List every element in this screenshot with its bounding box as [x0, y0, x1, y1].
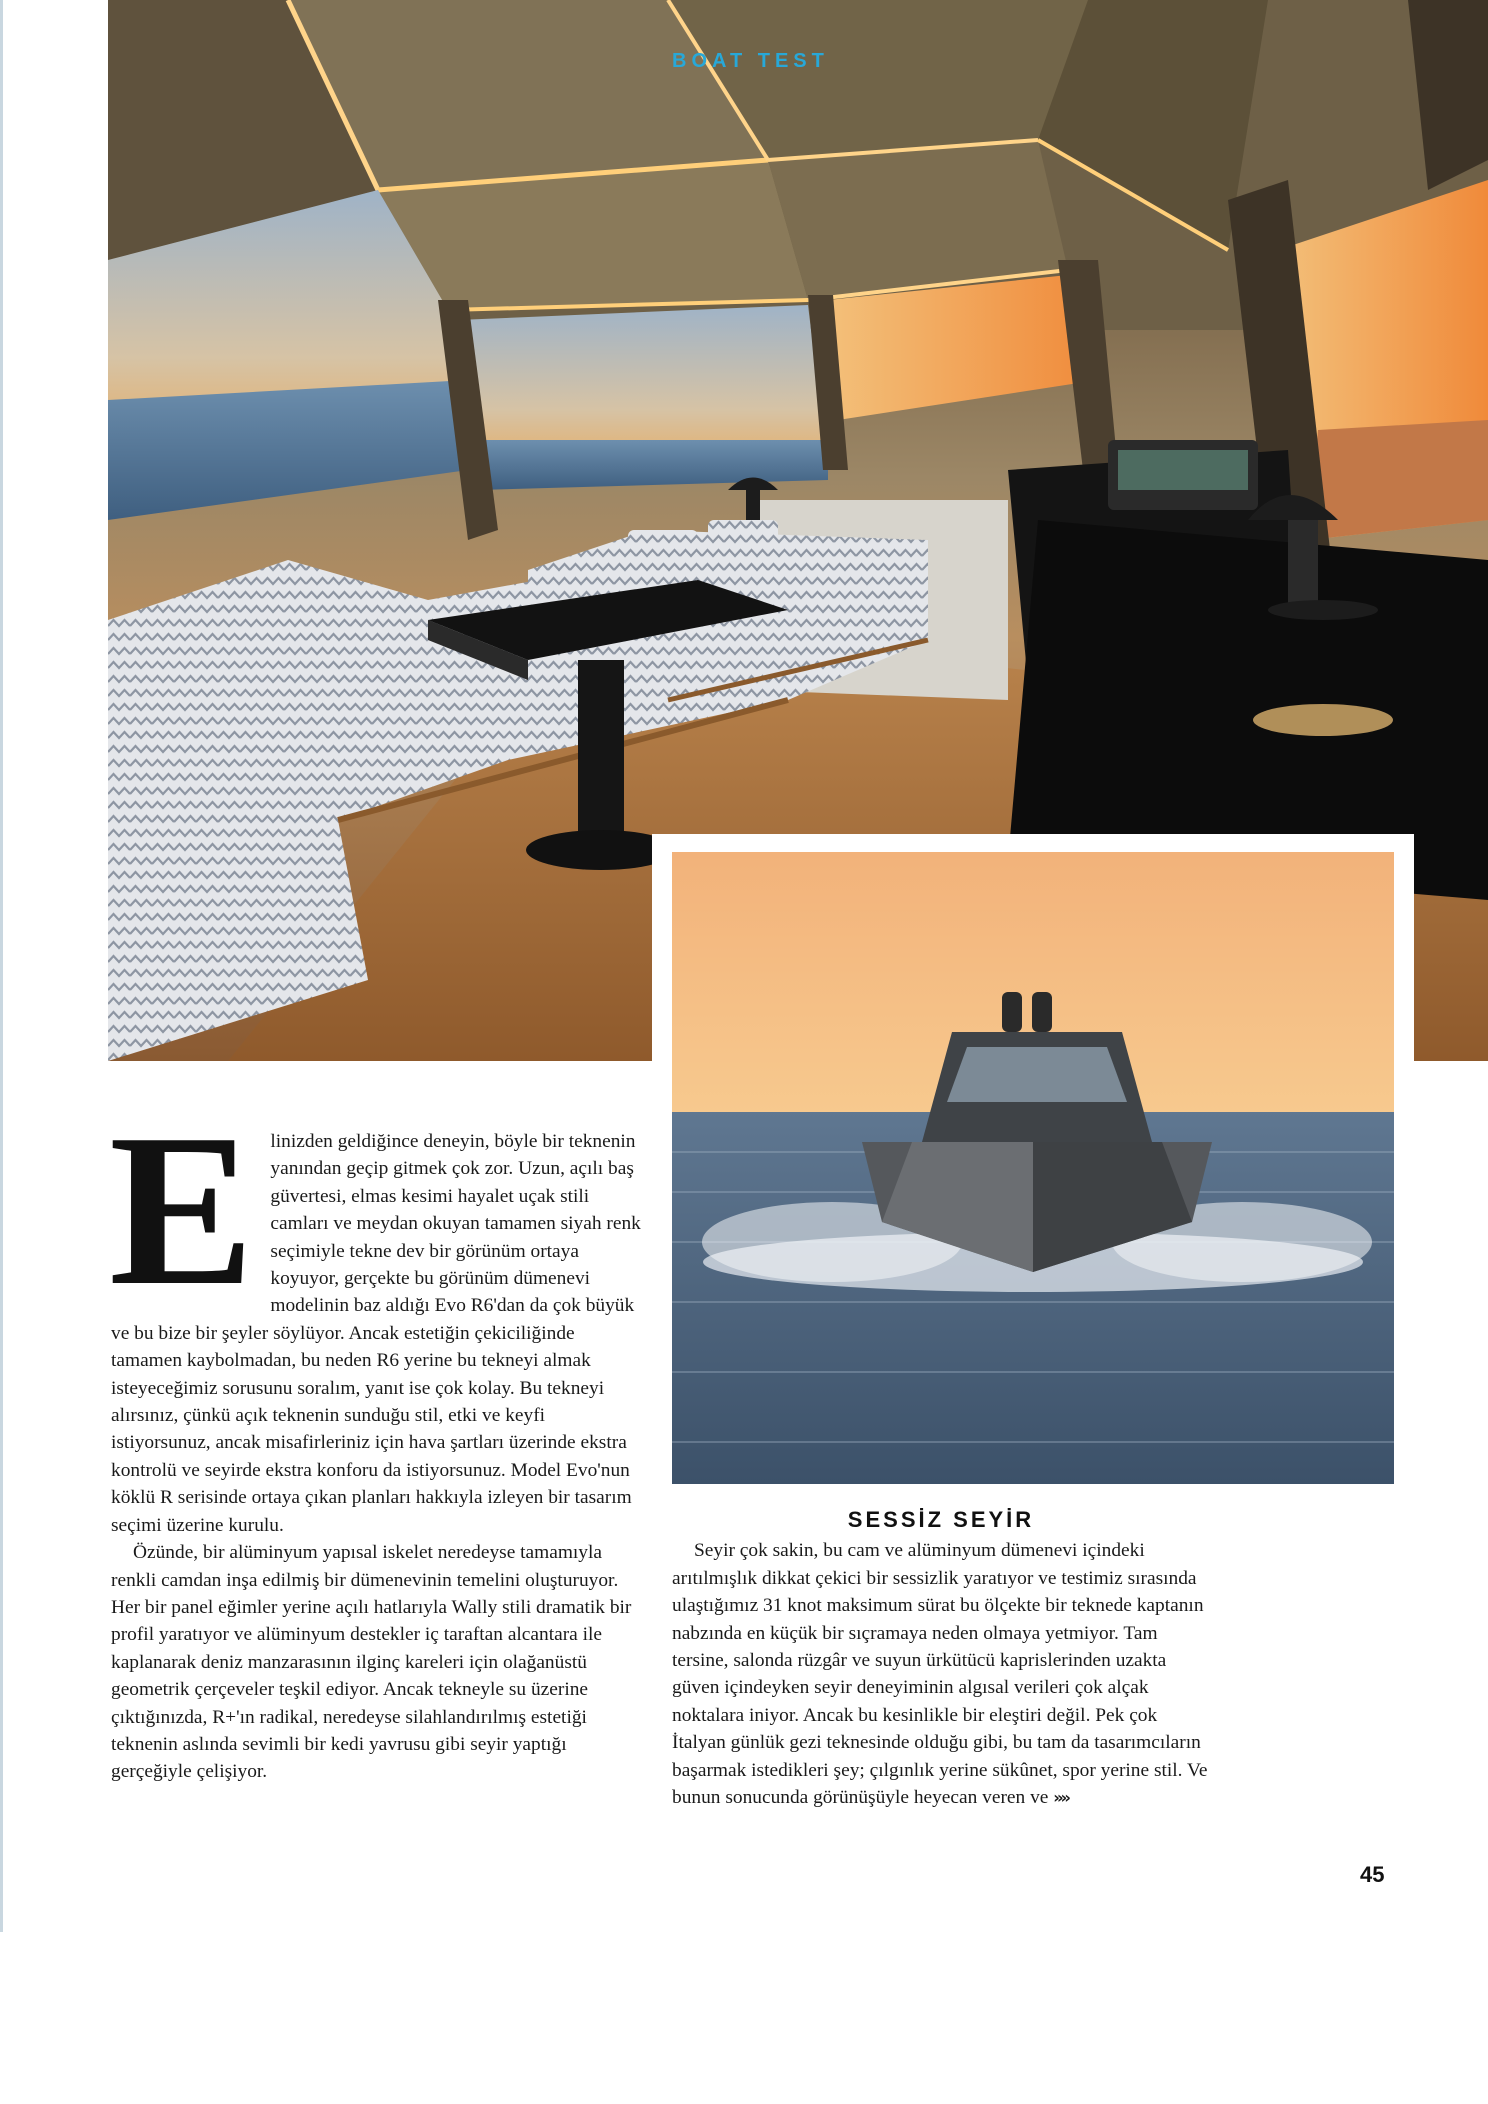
article-right-column	[672, 1506, 1210, 1811]
page-number: 45	[1360, 1862, 1385, 1887]
continue-arrow-icon: »»	[1053, 1788, 1068, 1808]
right-paragraph-text: Seyir çok sakin, bu cam ve alüminyum dümenevi içindeki arıtılmışlık dikkat çekici bir sessizlik yaratıyor ve testimiz sırasında ulaştığımız 31 knot maksimum sürat bu ölçekte bir teknede kaptanın nabzında en küçük bir sıçramaya neden olmaya yetmiyor. Tam tersine, salonda rüzgâr ve suyun ürkütücü kaprislerinden uzakta güven içindeyken seyir deneyiminin algısal verileri çok alçak noktalara iniyor. Ancak bu kesinlikle bir eleştiri değil. Pek çok İtalyan günlük gezi teknesinde olduğu gibi, bu tam da tasarımcıların başarmak istedikleri şey; çılgınlık yerine sükûnet, spor yerine stil. Ve bunun sonucunda görünüşüyle heyecan veren ve	[672, 1540, 1208, 1809]
drop-cap: E	[109, 1090, 255, 1331]
page-edge-line	[0, 0, 3, 1932]
section-label: BOAT TEST	[672, 50, 829, 72]
right-paragraph	[672, 1537, 1210, 1811]
inset-photo	[672, 852, 1394, 1484]
left-paragraph-1: linizden geldiğince deneyin, böyle bir teknenin yanından geçip gitmek çok zor. Uzun, açılı baş güvertesi, elmas kesimi hayalet uçak stili camları ve meydan okuyan tamamen siyah renk seçimiyle tekne dev bir görünüm ortaya koyuyor, gerçekte bu görünüm dümenevi modelinin baz aldığı Evo R6'dan da çok büyük ve bu bize bir şeyler söylüyor. Ancak estetiğin çekiciliğinde tamamen kaybolmadan, bu neden R6 yerine bu tekneyi almak isteyeceğimiz sorusunu soralım, yanıt ise çok kolay. Bu tekneyi alırsınız, çünkü açık teknenin sunduğu stil, etki ve keyfi istiyorsunuz, ancak misafirleriniz için hava şartları üzerinde ekstra kontrolü ve seyirde ekstra konforu da istiyorsunuz. Model Evo'nun köklü R serisinde ortaya çıkan planları hakkıyla izleyen bir tasarım seçimi üzerine kurulu.	[111, 1131, 641, 1536]
article-left-column	[109, 1090, 641, 1786]
section-heading: SESSİZ SEYİR	[847, 1507, 1035, 1532]
left-paragraph-2: Özünde, bir alüminyum yapısal iskelet neredeyse tamamıyla renkli camdan inşa edilmiş bir dümenevinin temelini oluşturuyor. Her bir panel eğimler yerine açılı hatlarıyla Wally stili dramatik bir profil yaratıyor ve alüminyum destekler iç taraftan alcantara ile kaplanarak deniz manzarasının ilginç kareleri için olağanüstü geometrik çerçeveler teşkil ediyor. Ancak tekneyle su üzerine çıktığınızda, R+'ın radikal, neredeyse silahlandırılmış estetiği teknenin aslında sevimli bir kedi yavrusu gibi seyir yaptığı gerçeğiyle çelişiyor.	[111, 1542, 632, 1783]
